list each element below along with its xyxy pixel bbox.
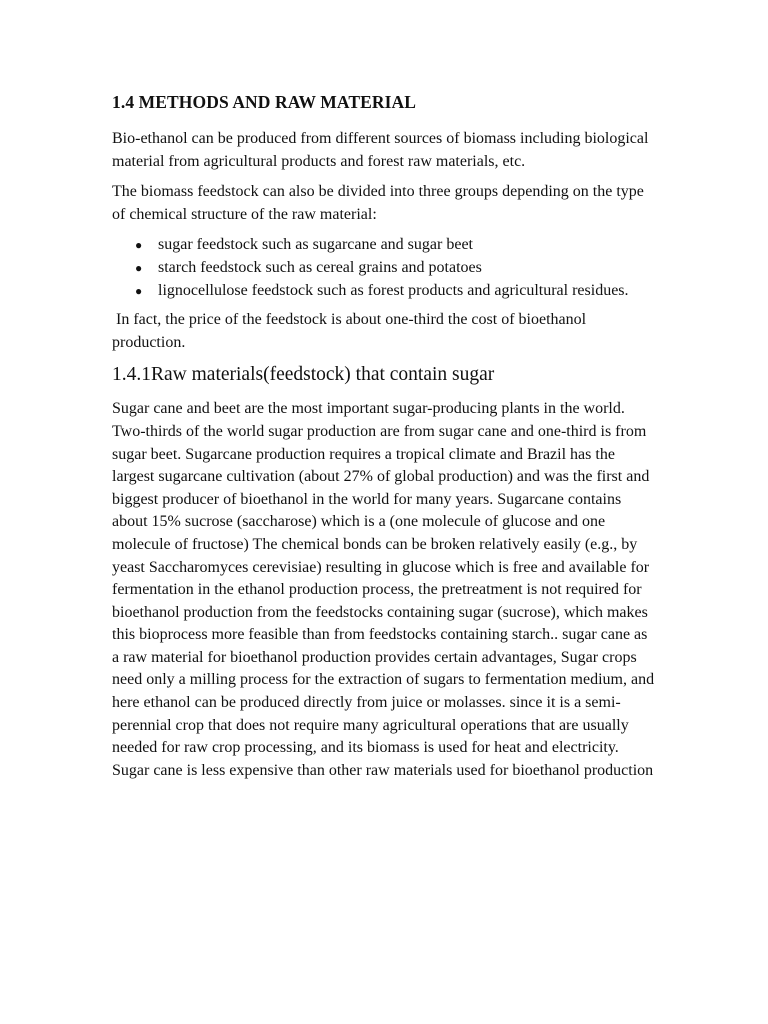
- feedstock-list: [112, 234, 657, 302]
- feedstock-cost-paragraph: In fact, the price of the feedstock is about one-third the cost of bioethanol production.: [112, 311, 591, 351]
- subsection-title: 1.4.1Raw materials(feedstock) that contain sugar: [112, 364, 495, 386]
- bullet-icon: ●: [135, 283, 143, 298]
- bullet-icon: ●: [135, 260, 143, 275]
- feedstock-groups-paragraph: The biomass feedstock can also be divided into three groups depending on the type of chemical structure of the raw material:: [112, 183, 644, 223]
- list-item-text: lignocellulose feedstock such as forest products and agricultural residues.: [158, 281, 629, 299]
- intro-paragraph: Bio-ethanol can be produced from different sources of biomass including biological material from agricultural products and forest raw materials, etc.: [112, 130, 649, 170]
- list-item: [112, 234, 657, 257]
- sugar-feedstock-paragraph: Sugar cane and beet are the most important sugar-producing plants in the world. Two-thirds of the world sugar production are from sugar cane and one-third is from sugar beet. Sugarcane production requires a tropical climate and Brazil has the largest sugarcane cultivation (about 27% of global production) and was the first and biggest producer of bioethanol in the world for many years. Sugarcane contains about 15% sucrose (saccharose) which is a (one molecule of glucose and one molecule of fructose) The chemical bonds can be broken relatively easily (e.g., by yeast Saccharomyces cerevisiae) resulting in glucose which is free and available for fermentation in the ethanol production process, the pretreatment is not required for bioethanol production from the feedstocks containing sugar (sucrose), which makes this bioprocess more feasible than from feedstocks containing starch.. sugar cane as a raw material for bioethanol production provides certain advantages, Sugar crops need only a milling process for the extraction of sugars to fermentation medium, and here ethanol can be produced directly from juice or molasses. since it is a semi-perennial crop that does not require many agricultural operations that are usually needed for raw crop processing, and its biomass is used for heat and electricity. Sugar cane is less expensive than other raw materials used for bioethanol production: [112, 400, 655, 779]
- list-item-text: sugar feedstock such as sugarcane and sugar beet: [158, 236, 473, 254]
- bullet-icon: ●: [135, 238, 143, 253]
- section-title: 1.4 METHODS AND RAW MATERIAL: [112, 92, 417, 112]
- list-item: [112, 280, 657, 303]
- list-item-text: starch feedstock such as cereal grains and potatoes: [158, 258, 482, 276]
- document-body: [112, 92, 657, 790]
- list-item: [112, 257, 657, 280]
